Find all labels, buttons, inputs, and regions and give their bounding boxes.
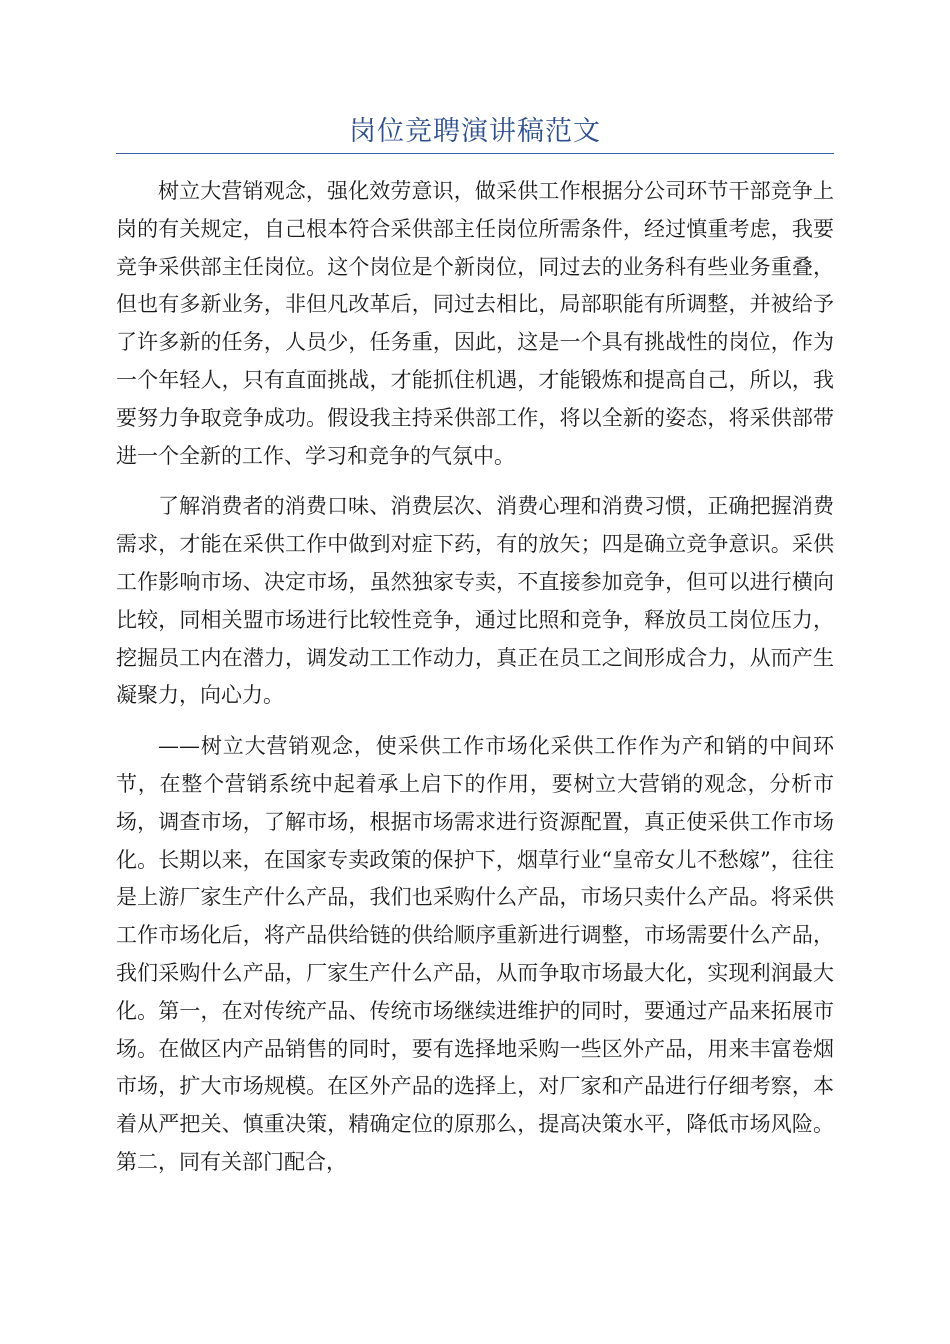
document-body <box>116 173 834 1195</box>
paragraph-1: 树立大营销观念，强化效劳意识，做采供工作根据分公司环节干部竞争上岗的有关规定，自己根本符合采供部主任岗位所需条件，经过慎重考虑，我要竞争采供部主任岗位。这个岗位是个新岗位，同过去的业务科有些业务重叠，但也有多新业务，非但凡改革后，同过去相比，局部职能有所调整，并被给予了许多新的任务，人员少，任务重，因此，这是一个具有挑战性的岗位，作为一个年轻人，只有直面挑战，才能抓住机遇，才能锻炼和提高自己，所以，我要努力争取竞争成功。假设我主持采供部工作，将以全新的姿态，将采供部带进一个全新的工作、学习和竞争的气氛中。 <box>116 179 834 468</box>
document-title: 岗位竞聘演讲稿范文 <box>349 116 601 147</box>
title-underline <box>116 153 834 154</box>
paragraph-2: 了解消费者的消费口味、消费层次、消费心理和消费习惯，正确把握消费需求，才能在采供工作中做到对症下药，有的放矢；四是确立竞争意识。采供工作影响市场、决定市场，虽然独家专卖，不直接参加竞争，但可以进行横向比较，同相关盟市场进行比较性竞争，通过比照和竞争，释放员工岗位压力，挖掘员工内在潜力，调发动工工作动力，真正在员工之间形成合力，从而产生凝聚力，向心力。 <box>116 494 834 708</box>
paragraph-3: ——树立大营销观念，使采供工作市场化采供工作作为产和销的中间环节，在整个营销系统中起着承上启下的作用，要树立大营销的观念，分析市场，调查市场，了解市场，根据市场需求进行资源配置，真正使采供工作市场化。长期以来，在国家专卖政策的保护下，烟草行业“皇帝女儿不愁嫁”，往往是上游厂家生产什么产品，我们也采购什么产品，市场只卖什么产品。将采供工作市场化后，将产品供给链的供给顺序重新进行调整，市场需要什么产品，我们采购什么产品，厂家生产什么产品，从而争取市场最大化，实现利润最大化。第一，在对传统产品、传统市场继续进维护的同时，要通过产品来拓展市场。在做区内产品销售的同时，要有选择地采购一些区外产品，用来丰富卷烟市场，扩大市场规模。在区外产品的选择上，对厂家和产品进行仔细考察，本着从严把关、慎重决策，精确定位的原那么，提高决策水平，降低市场风险。第二，同有关部门配合， <box>116 734 834 1174</box>
